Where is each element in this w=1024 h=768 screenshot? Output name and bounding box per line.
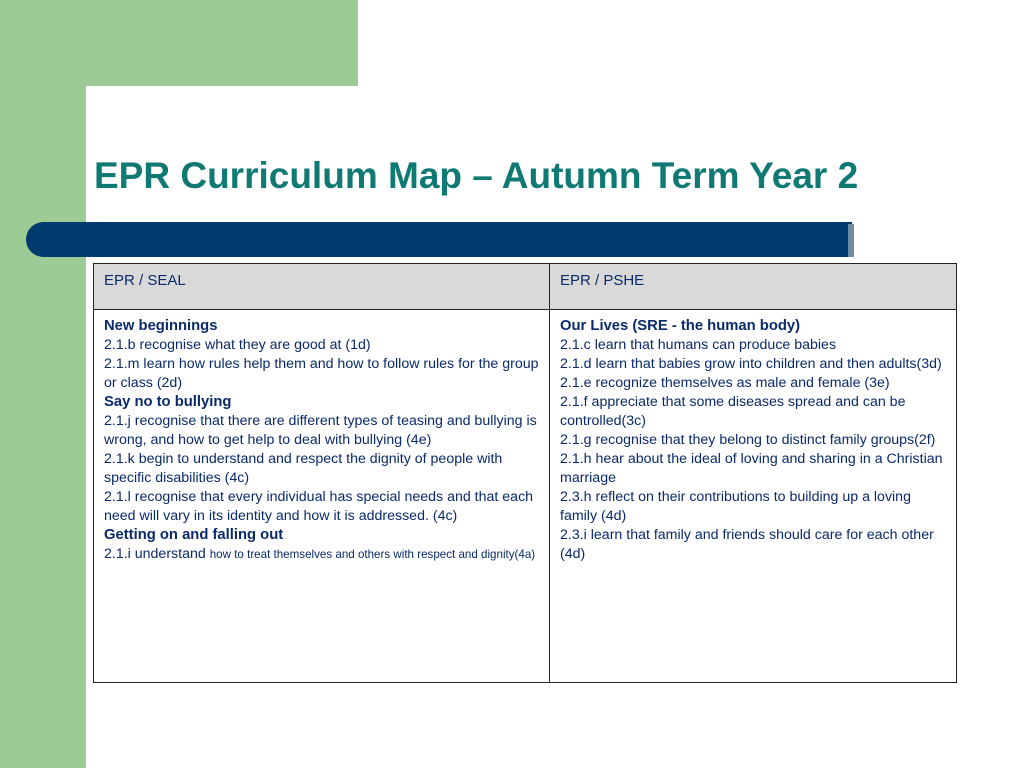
table-header-row: [94, 264, 957, 310]
seal-objective: 2.1.b recognise what they are good at (1d): [104, 337, 371, 353]
seal-heading-say-no-to-bullying: Say no to bullying: [104, 394, 232, 410]
pshe-objective: 2.1.c learn that humans can produce babies: [560, 337, 837, 353]
seal-objective: 2.1.j recognise that there are different types of teasing and bullying is wrong, and how to get help to deal with bullying (4e): [104, 413, 537, 448]
pshe-objective: 2.1.d learn that babies grow into children and then adults(3d): [560, 356, 942, 372]
seal-cell: [94, 310, 550, 683]
seal-objective: 2.1.l recognise that every individual has special needs and that each need will vary in its identity and how it is addressed. (4c): [104, 489, 534, 524]
seal-objective: 2.1.m learn how rules help them and how to follow rules for the group or class (2d): [104, 356, 539, 391]
pshe-objective: 2.3.h reflect on their contributions to building up a loving family (4d): [560, 489, 911, 524]
header-epr-seal: EPR / SEAL: [94, 264, 550, 310]
title-bar-shadow: [848, 224, 854, 257]
pshe-objective: 2.1.g recognise that they belong to distinct family groups(2f): [560, 432, 936, 448]
seal-heading-new-beginnings: New beginnings: [104, 318, 218, 334]
pshe-objective: 2.1.h hear about the ideal of loving and sharing in a Christian marriage: [560, 451, 943, 486]
pshe-objective: 2.1.e recognize themselves as male and female (3e): [560, 375, 890, 391]
seal-heading-getting-on: Getting on and falling out: [104, 527, 284, 543]
table-row: [94, 310, 957, 683]
title-underline-bar: [26, 222, 852, 257]
decorative-green-strip: [0, 0, 86, 768]
slide-title: EPR Curriculum Map – Autumn Term Year 2: [94, 155, 859, 196]
seal-objective-mixed: [104, 545, 539, 564]
seal-objective: 2.1.k begin to understand and respect the dignity of people with specific disabilities (4c): [104, 451, 503, 486]
header-epr-pshe: EPR / PSHE: [550, 264, 957, 310]
pshe-cell: [550, 310, 957, 683]
pshe-objective: 2.3.i learn that family and friends should care for each other (4d): [560, 527, 934, 562]
curriculum-table: [93, 263, 957, 683]
pshe-objective: 2.1.f appreciate that some diseases spread and can be controlled(3c): [560, 394, 906, 429]
seal-objective-code: 2.1.i understand: [104, 546, 206, 562]
seal-objective-text-small: how to treat themselves and others with respect and dignity(4a): [209, 548, 536, 561]
pshe-heading-our-lives: Our Lives (SRE - the human body): [560, 318, 801, 334]
